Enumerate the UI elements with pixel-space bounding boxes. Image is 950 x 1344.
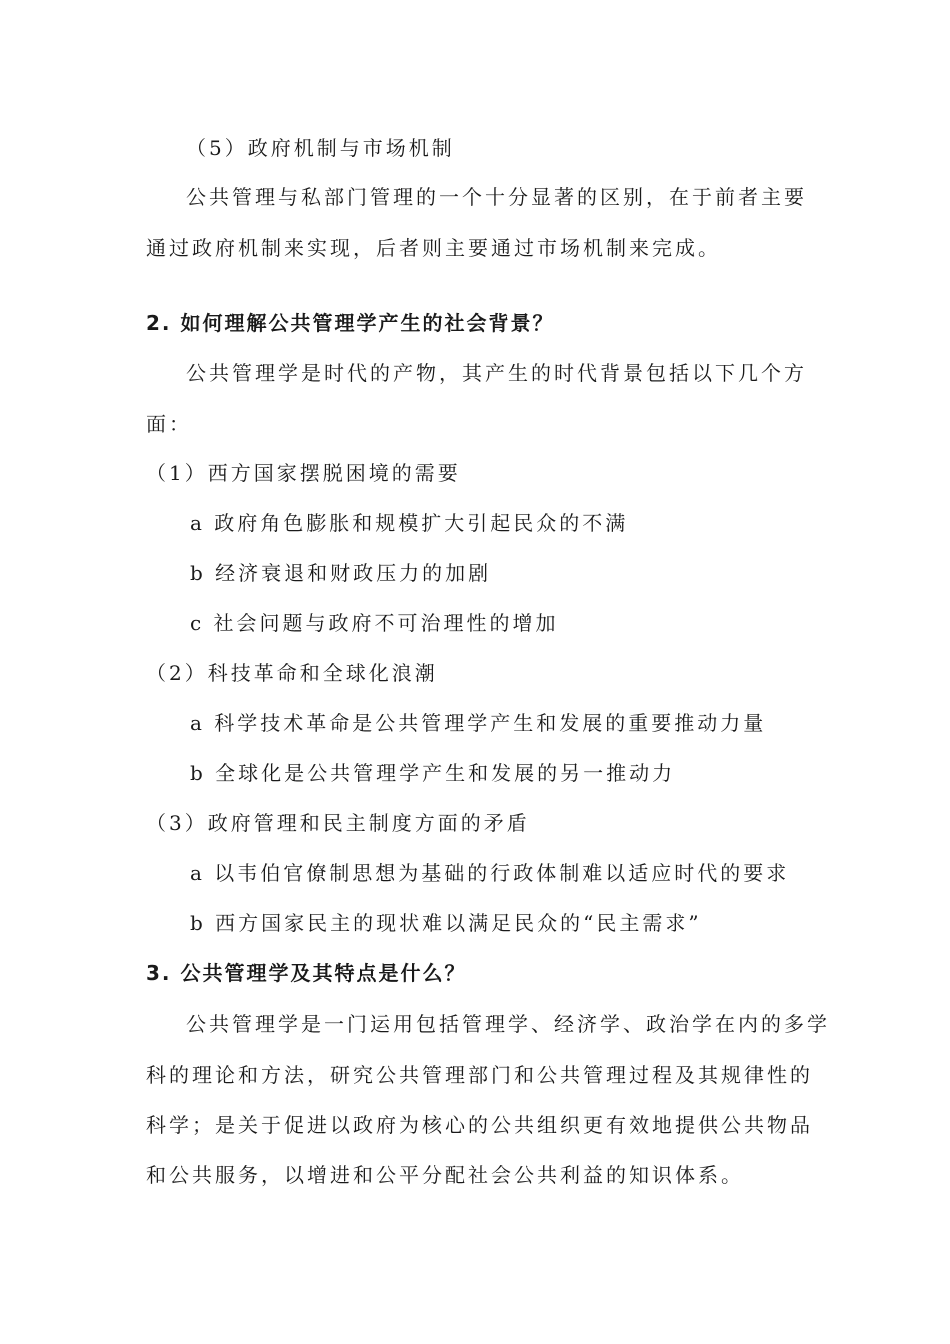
paragraph-line: 和公共服务，以增进和公平分配社会公共利益的知识体系。 — [146, 1163, 744, 1187]
list-item-title: （1）西方国家摆脱困境的需要 — [146, 461, 461, 485]
list-sub-item: a 以韦伯官僚制思想为基础的行政体制难以适应时代的要求 — [190, 861, 790, 885]
list-sub-item: b 经济衰退和财政压力的加剧 — [190, 561, 492, 585]
list-sub-item: b 西方国家民主的现状难以满足民众的“民主需求” — [190, 911, 702, 935]
list-sub-item: a 科学技术革命是公共管理学产生和发展的重要推动力量 — [190, 711, 767, 735]
list-sub-item: a 政府角色膨胀和规模扩大引起民众的不满 — [190, 511, 629, 535]
paragraph-line: 通过政府机制来实现，后者则主要通过市场机制来完成。 — [146, 236, 721, 260]
paragraph-line: 科学；是关于促进以政府为核心的公共组织更有效地提供公共物品 — [146, 1113, 813, 1137]
paragraph-line: 科的理论和方法，研究公共管理部门和公共管理过程及其规律性的 — [146, 1063, 813, 1087]
paragraph-line: 面： — [146, 412, 192, 436]
list-sub-item: c 社会问题与政府不可治理性的增加 — [190, 611, 559, 635]
paragraph-line: 公共管理学是时代的产物，其产生的时代背景包括以下几个方 — [186, 361, 807, 385]
question-2-heading: 2. 如何理解公共管理学产生的社会背景？ — [146, 311, 555, 335]
paragraph-line: 公共管理学是一门运用包括管理学、经济学、政治学在内的多学 — [186, 1012, 830, 1036]
list-sub-item: b 全球化是公共管理学产生和发展的另一推动力 — [190, 761, 676, 785]
list-item-title: （2）科技革命和全球化浪潮 — [146, 661, 438, 685]
list-item-title: （3）政府管理和民主制度方面的矛盾 — [146, 811, 530, 835]
paragraph-line: 公共管理与私部门管理的一个十分显著的区别，在于前者主要 — [186, 185, 807, 209]
question-3-heading: 3. 公共管理学及其特点是什么？ — [146, 961, 467, 985]
item-5-title: （5）政府机制与市场机制 — [186, 136, 455, 160]
